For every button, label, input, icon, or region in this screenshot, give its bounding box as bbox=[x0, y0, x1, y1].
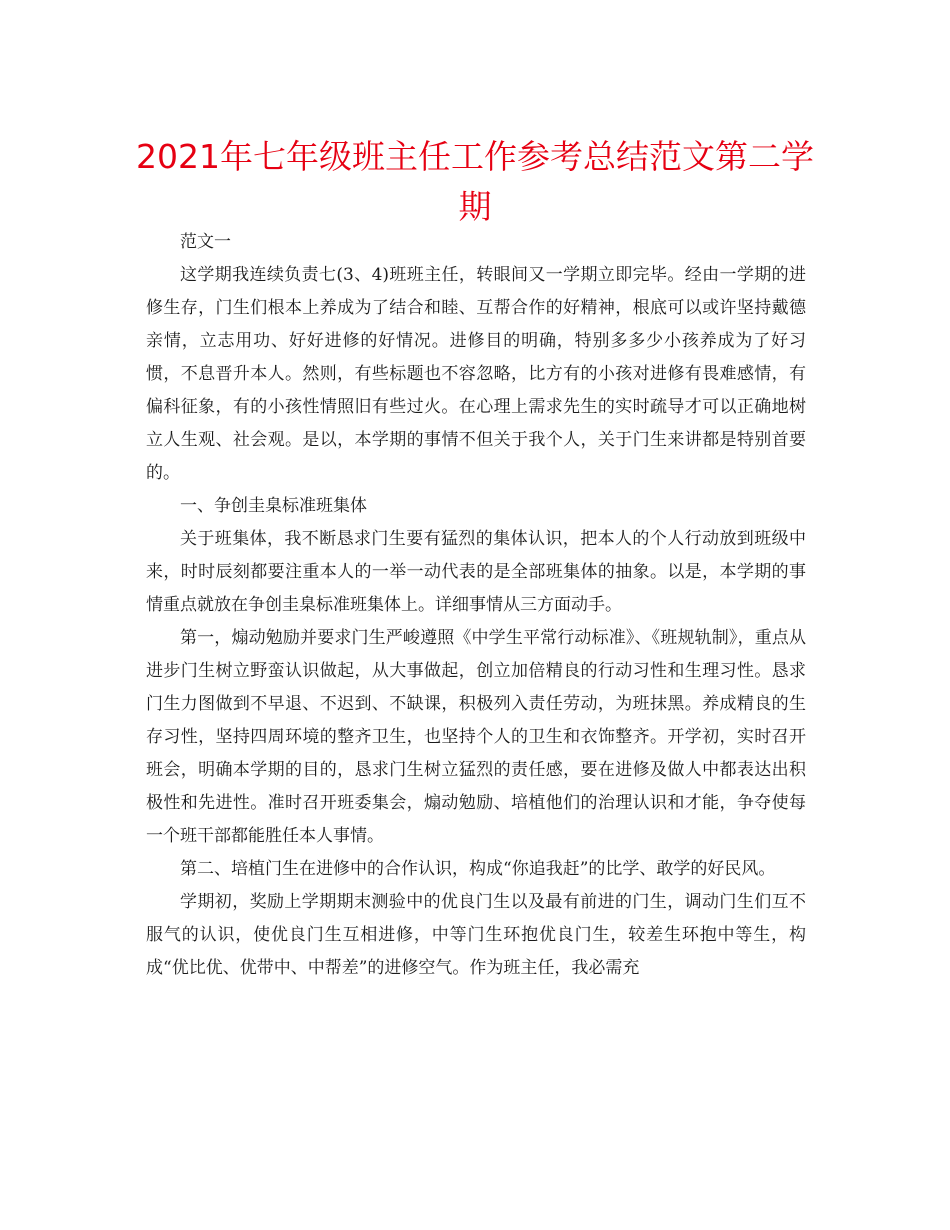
document-body bbox=[146, 226, 806, 985]
paragraph-point-one: 第一，煽动勉励并要求门生严峻遵照《中学生平常行动标准》、《班规轨制》，重点从进步门生树立野蛮认识做起，从大事做起，创立加倍精良的行动习性和生理习性。恳求门生力图做到不早退、不迟到、不缺课，积极列入责任劳动，为班抹黑。养成精良的生存习性，坚持四周环境的整齐卫生，也坚持个人的卫生和衣饰整齐。开学初，实时召开班会，明确本学期的目的，恳求门生树立猛烈的责任感，要在进修及做人中都表达出积极性和先进性。准时召开班委集会，煽动勉励、培植他们的治理认识和才能，争夺使每一个班干部都能胜任本人事情。 bbox=[146, 628, 806, 846]
paragraph-sample-label: 范文一 bbox=[180, 232, 231, 252]
paragraph-intro: 这学期我连续负责七(3、4)班班主任，转眼间又一学期立即完毕。经由一学期的进修生存，门生们根本上养成为了结合和睦、互帮合作的好精神，根底可以或许坚持戴德亲情，立志用功、好好进修的好情况。进修目的明确，特别多多少小孩养成为了好习惯，不息晋升本人。然则，有些标题也不容忽略，比方有的小孩对进修有畏难感情，有偏科征象，有的小孩性情照旧有些过火。在心理上需求先生的实时疏导才可以正确地树立人生观、社会观。是以，本学期的事情不但关于我个人，关于门生来讲都是特别首要的。 bbox=[146, 265, 806, 483]
section-heading: 一、争创圭臬标准班集体 bbox=[180, 496, 367, 516]
document-title: 2021年七年级班主任工作参考总结范文第二学期 bbox=[136, 137, 814, 226]
paragraph-point-two: 第二、培植门生在进修中的合作认识，构成“你追我赶”的比学、敢学的好民风。 bbox=[180, 859, 776, 879]
paragraph-semester-start: 学期初，奖励上学期期末测验中的优良门生以及最有前进的门生，调动门生们互不服气的认识，使优良门生互相进修，中等门生环抱优良门生，较差生环抱中等生，构成“优比优、优带中、中帮差”的进修空气。作为班主任，我必需充 bbox=[146, 892, 806, 978]
paragraph-class-collective: 关于班集体，我不断恳求门生要有猛烈的集体认识，把本人的个人行动放到班级中来，时时辰刻都要注重本人的一举一动代表的是全部班集体的抽象。以是，本学期的事情重点就放在争创圭臬标准班集体上。详细事情从三方面动手。 bbox=[146, 529, 806, 615]
